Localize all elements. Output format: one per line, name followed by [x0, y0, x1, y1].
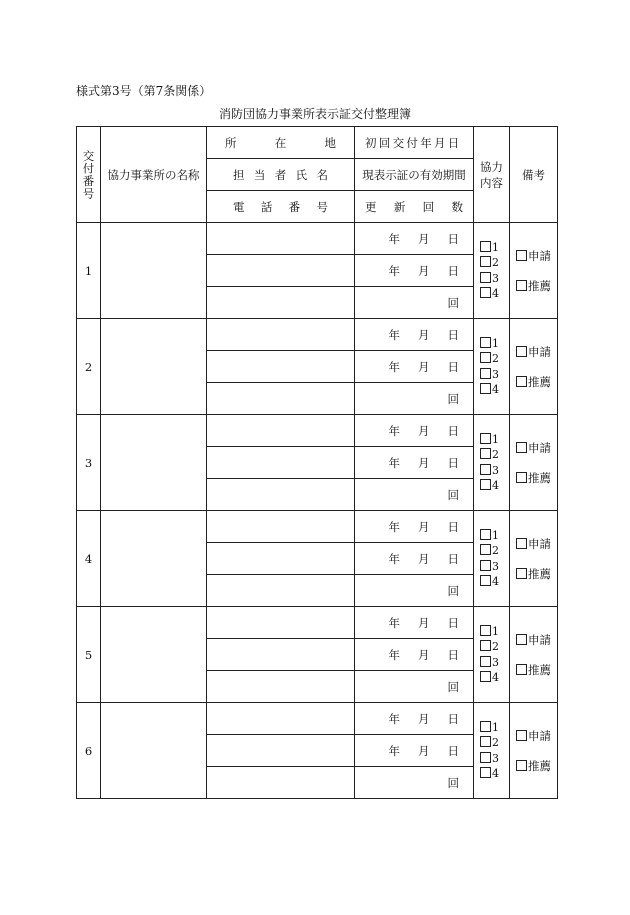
apply-option[interactable]: 申請 [516, 337, 557, 367]
entry-phone[interactable] [207, 575, 355, 607]
entry-renewals[interactable]: 回 [355, 287, 474, 319]
entry-validity[interactable]: 年 月 日 [355, 543, 474, 575]
checkbox-icon[interactable] [480, 544, 491, 555]
entry-location[interactable] [207, 223, 355, 255]
checkbox-icon[interactable] [516, 346, 527, 357]
recommend-option[interactable]: 推薦 [516, 559, 557, 589]
header-location [207, 127, 355, 159]
header-validity: 現表示証の有効期間 [355, 159, 474, 191]
recommend-option[interactable]: 推薦 [516, 367, 557, 397]
checkbox-icon[interactable] [480, 337, 491, 348]
checkbox-icon[interactable] [480, 433, 491, 444]
entry-person[interactable] [207, 543, 355, 575]
header-phone [207, 191, 355, 223]
cooperation-option[interactable]: 2 [480, 351, 509, 367]
entry-cooperation [474, 319, 510, 415]
entry-cooperation [474, 415, 510, 511]
recommend-option[interactable]: 推薦 [516, 271, 557, 301]
entry-renewals[interactable]: 回 [355, 671, 474, 703]
entry-person[interactable] [207, 735, 355, 767]
apply-option[interactable]: 申請 [516, 721, 557, 751]
cooperation-option[interactable]: 1 [480, 624, 509, 640]
entry-cooperation [474, 511, 510, 607]
entry-row [77, 607, 558, 639]
checkbox-icon[interactable] [480, 272, 491, 283]
header-cooperation-label: 協力内容 [480, 159, 503, 190]
checkbox-icon[interactable] [480, 767, 491, 778]
entry-phone[interactable] [207, 287, 355, 319]
checkbox-icon[interactable] [516, 472, 527, 483]
checkbox-icon[interactable] [480, 671, 491, 682]
checkbox-icon[interactable] [480, 241, 491, 252]
entry-person[interactable] [207, 639, 355, 671]
entry-cooperation [474, 223, 510, 319]
entry-validity[interactable]: 年 月 日 [355, 447, 474, 479]
cooperation-option[interactable]: 4 [480, 382, 509, 398]
checkbox-icon[interactable] [480, 368, 491, 379]
header-phone-label: 電 話 番 号 [233, 199, 328, 214]
entry-location[interactable] [207, 703, 355, 735]
document-title: 消防団協力事業所表示証交付整理簿 [218, 107, 411, 121]
entry-row [77, 319, 558, 351]
header-office-name: 協力事業所の名称 [101, 127, 207, 223]
entry-validity[interactable]: 年 月 日 [355, 639, 474, 671]
cooperation-option[interactable]: 2 [480, 447, 509, 463]
header-remarks: 備考 [510, 127, 558, 223]
cooperation-option[interactable]: 4 [480, 574, 509, 590]
entry-renewals[interactable]: 回 [355, 767, 474, 799]
entry-office-name[interactable] [101, 703, 207, 799]
entry-office-name[interactable] [101, 607, 207, 703]
apply-option[interactable]: 申請 [516, 241, 557, 271]
checkbox-icon[interactable] [516, 376, 527, 387]
checkbox-icon[interactable] [480, 625, 491, 636]
recommend-option[interactable]: 推薦 [516, 751, 557, 781]
entry-first-issue-date[interactable]: 年 月 日 [355, 415, 474, 447]
cooperation-option[interactable]: 1 [480, 720, 509, 736]
apply-option[interactable]: 申請 [516, 625, 557, 655]
entry-first-issue-date[interactable]: 年 月 日 [355, 511, 474, 543]
entry-office-name[interactable] [101, 511, 207, 607]
header-renewals-label: 更 新 回 数 [365, 199, 463, 214]
entry-issue-no: 3 [77, 415, 101, 511]
header-issue-no-label: 交付番号 [81, 149, 96, 200]
apply-option[interactable]: 申請 [516, 433, 557, 463]
entry-location[interactable] [207, 607, 355, 639]
cooperation-option[interactable]: 3 [480, 655, 509, 671]
entry-person[interactable] [207, 351, 355, 383]
entry-first-issue-date[interactable]: 年 月 日 [355, 319, 474, 351]
entry-person[interactable] [207, 447, 355, 479]
header-issue-no [77, 127, 101, 223]
entry-issue-no: 2 [77, 319, 101, 415]
checkbox-icon[interactable] [516, 760, 527, 771]
entry-phone[interactable] [207, 767, 355, 799]
cooperation-option[interactable]: 2 [480, 735, 509, 751]
entry-office-name[interactable] [101, 319, 207, 415]
entry-row [77, 223, 558, 255]
checkbox-icon[interactable] [516, 568, 527, 579]
checkbox-icon[interactable] [516, 538, 527, 549]
header-renewals [355, 191, 474, 223]
entry-person[interactable] [207, 255, 355, 287]
header-first-issue-date-label: 初回交付年月日 [365, 135, 462, 150]
checkbox-icon[interactable] [516, 664, 527, 675]
entry-location[interactable] [207, 415, 355, 447]
checkbox-icon[interactable] [516, 250, 527, 261]
entry-issue-no: 6 [77, 703, 101, 799]
entry-issue-no: 5 [77, 607, 101, 703]
recommend-option[interactable]: 推薦 [516, 463, 557, 493]
recommend-option[interactable]: 推薦 [516, 655, 557, 685]
header-person [207, 159, 355, 191]
entry-validity[interactable]: 年 月 日 [355, 255, 474, 287]
cooperation-option[interactable]: 4 [480, 766, 509, 782]
apply-option[interactable]: 申請 [516, 529, 557, 559]
entry-remarks [510, 223, 558, 319]
entry-renewals[interactable]: 回 [355, 479, 474, 511]
checkbox-icon[interactable] [480, 352, 491, 363]
checkbox-icon[interactable] [516, 442, 527, 453]
entry-remarks [510, 607, 558, 703]
entry-location[interactable] [207, 511, 355, 543]
cooperation-option[interactable]: 2 [480, 543, 509, 559]
entry-phone[interactable] [207, 671, 355, 703]
entry-location[interactable] [207, 319, 355, 351]
entry-remarks [510, 511, 558, 607]
entry-first-issue-date[interactable]: 年 月 日 [355, 607, 474, 639]
checkbox-icon[interactable] [480, 736, 491, 747]
entry-row [77, 511, 558, 543]
checkbox-icon[interactable] [516, 634, 527, 645]
entry-first-issue-date[interactable]: 年 月 日 [355, 223, 474, 255]
entry-cooperation [474, 607, 510, 703]
entry-remarks [510, 415, 558, 511]
header-cooperation [474, 127, 510, 223]
cooperation-option[interactable]: 4 [480, 478, 509, 494]
entry-issue-no: 1 [77, 223, 101, 319]
cooperation-option[interactable]: 1 [480, 528, 509, 544]
entry-renewals[interactable]: 回 [355, 383, 474, 415]
checkbox-icon[interactable] [480, 479, 491, 490]
cooperation-option[interactable]: 1 [480, 432, 509, 448]
cooperation-option[interactable]: 4 [480, 670, 509, 686]
cooperation-option[interactable]: 3 [480, 367, 509, 383]
cooperation-option[interactable]: 4 [480, 286, 509, 302]
cooperation-option[interactable]: 2 [480, 255, 509, 271]
entry-validity[interactable]: 年 月 日 [355, 735, 474, 767]
entry-validity[interactable]: 年 月 日 [355, 351, 474, 383]
entry-first-issue-date[interactable]: 年 月 日 [355, 703, 474, 735]
entry-office-name[interactable] [101, 415, 207, 511]
checkbox-icon[interactable] [480, 464, 491, 475]
checkbox-icon[interactable] [480, 287, 491, 298]
cooperation-option[interactable]: 2 [480, 639, 509, 655]
header-first-issue-date [355, 127, 474, 159]
entry-issue-no: 4 [77, 511, 101, 607]
entry-remarks [510, 319, 558, 415]
form-number: 様式第3号（第7条関係） [76, 84, 212, 98]
checkbox-icon[interactable] [480, 448, 491, 459]
entry-row [77, 703, 558, 735]
entry-phone[interactable] [207, 383, 355, 415]
header-location-label: 所 在 地 [225, 135, 336, 150]
cooperation-option[interactable]: 3 [480, 559, 509, 575]
entry-remarks [510, 703, 558, 799]
checkbox-icon[interactable] [480, 721, 491, 732]
header-person-label: 担 当 者 氏 名 [233, 167, 328, 182]
cooperation-option[interactable]: 3 [480, 271, 509, 287]
cooperation-option[interactable]: 3 [480, 463, 509, 479]
issue-ledger-table [76, 126, 558, 799]
entry-phone[interactable] [207, 479, 355, 511]
cooperation-option[interactable]: 1 [480, 336, 509, 352]
entry-row [77, 415, 558, 447]
cooperation-option[interactable]: 3 [480, 751, 509, 767]
entry-cooperation [474, 703, 510, 799]
entry-office-name[interactable] [101, 223, 207, 319]
cooperation-option[interactable]: 1 [480, 240, 509, 256]
checkbox-icon[interactable] [480, 560, 491, 571]
checkbox-icon[interactable] [516, 280, 527, 291]
checkbox-icon[interactable] [480, 529, 491, 540]
checkbox-icon[interactable] [480, 752, 491, 763]
checkbox-icon[interactable] [480, 383, 491, 394]
header-row-1 [77, 127, 558, 159]
checkbox-icon[interactable] [516, 730, 527, 741]
checkbox-icon[interactable] [480, 656, 491, 667]
checkbox-icon[interactable] [480, 640, 491, 651]
entry-renewals[interactable]: 回 [355, 575, 474, 607]
checkbox-icon[interactable] [480, 575, 491, 586]
checkbox-icon[interactable] [480, 256, 491, 267]
